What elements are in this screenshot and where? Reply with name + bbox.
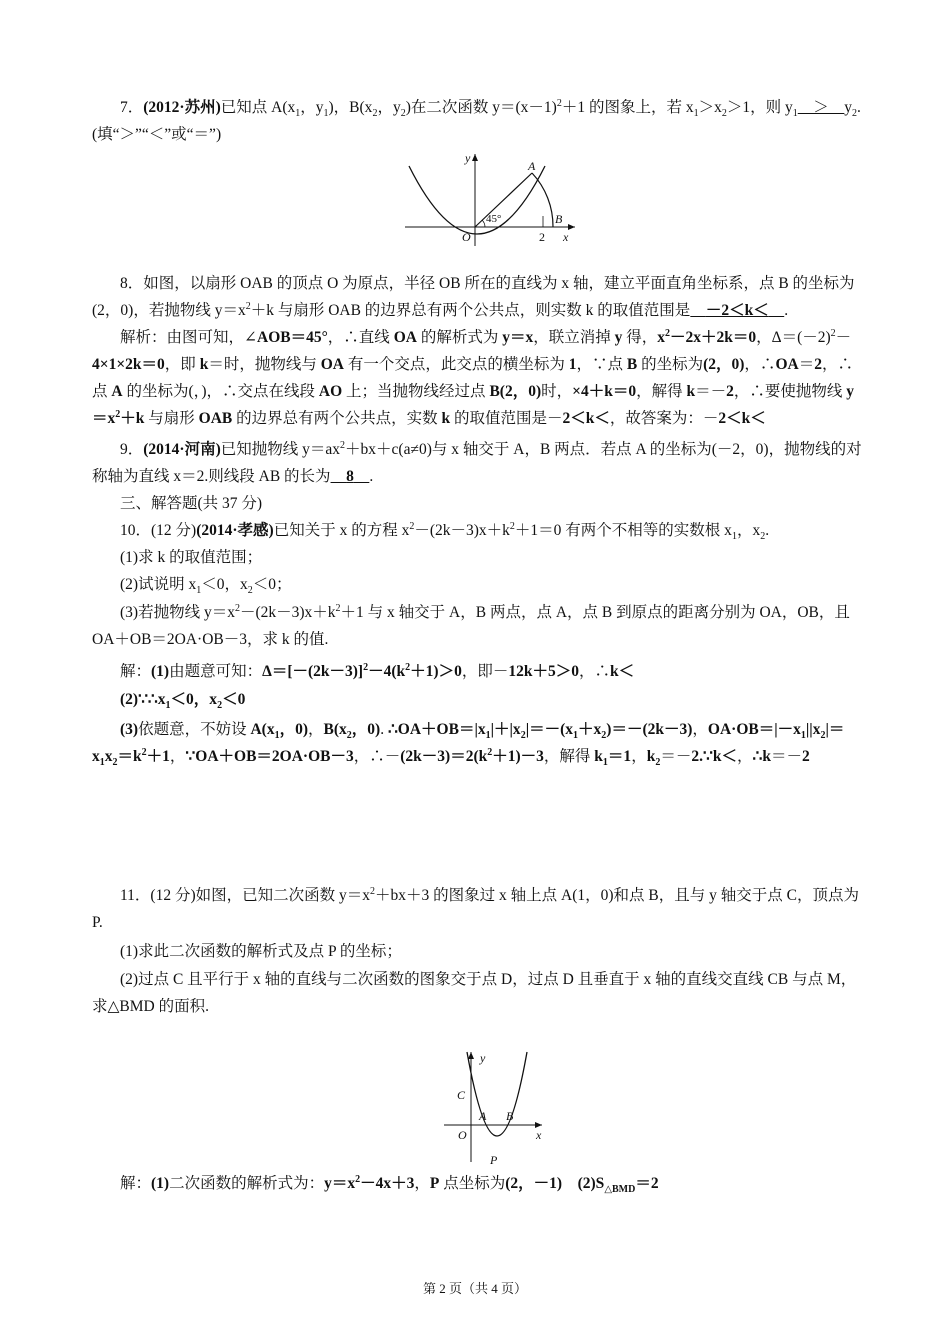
label-x: x: [563, 230, 569, 244]
x-axis-arrow: [568, 224, 575, 230]
label-A: A: [528, 159, 536, 173]
parabola-curve: [467, 1052, 527, 1136]
question-10-part-1: (1)求 k 的取值范围；: [120, 549, 263, 566]
label-x: x: [536, 1128, 542, 1142]
question-10-stem: 10．(12 分)(2014·孝感)已知关于 x 的方程 $x^2-(2k-3)x+k^2+1=0$ 有两个不相等的实数根 $x_1$，$x_2$.: [120, 520, 770, 543]
question-7: 7．(2012·苏州)已知点 $A(x_1$，$y_1$)，$B(x_2$，$y_2$)在二次函数 $y=(x-1)^2+1$ 的图象上，若 $x_1>x_2>1$，则 $y_1$ ＞ $y_2$.(填“＞”“＜”或“＝”): [92, 97, 861, 143]
label-2: 2: [539, 230, 545, 244]
question-11-stem: 11．(12 分)如图，已知二次函数 $y=x^2+bx+3$ 的图象过 x 轴上点 A(1，0)和点 B，且与 y 轴交于点 C，顶点为 P.: [92, 885, 859, 931]
figure-q7-parabola-sector: [395, 148, 585, 248]
label-angle: 45°: [486, 213, 502, 225]
label-y: y: [480, 1051, 486, 1065]
label-C: C: [457, 1088, 466, 1102]
question-9: 9．(2014·河南)已知抛物线 $y=ax^2+bx+c(a\ne 0)$与 x 轴交于 A，B 两点．若点 A 的坐标为(－2，0)，抛物线的对称轴为直线 x＝2.则线段 AB 的长为 8 .: [92, 439, 862, 485]
sector-radius-OA: [475, 173, 532, 227]
y-axis-arrow: [472, 154, 478, 161]
question-8: 8．如图，以扇形 OAB 的顶点 O 为原点，半径 OB 所在的直线为 x 轴，建立平面直角坐标系，点 B 的坐标为(2，0)，若抛物线 $y=x^2+k$ 与扇形 OAB 的边界总有两个公共点，则实数 k 的取值范围是 －2＜k＜ .: [92, 275, 855, 319]
label-B: B: [506, 1109, 514, 1123]
sector-arc-AB: [532, 173, 553, 227]
y-axis-arrow: [468, 1052, 474, 1059]
question-8-solution: 解析：由图可知，∠AOB＝45°，∴直线 OA 的解析式为 y＝x，联立消掉 y 得，$x^2-2x+2k=0$，$\Delta=(-2)^2-4\times 1\times 2k=0$，即 k＝时，抛物线与 OA 有一个交点，此交点的横坐标为 1，∵点 B 的坐标为(2，0)，∴OA＝2，∴点 A 的坐标为(，)，∴交点在线段 AO 上；当抛物线经过点 B(2，0)时，×4＋k＝0，解得 k＝－2，∴要使抛物线 $y=x^2+k$ 与扇形 OAB 的边界总有两个公共点，实数 k 的取值范围是－2＜k＜，故答案为：－2＜k＜: [92, 327, 854, 427]
question-10-solution-3: (3)依题意，不妨设 $A(x_1$，0)，$B(x_2$，0). $\therefore OA+OB=|x_1|+|x_2|=-(x_1+x_2)=-(2k-3)$，$OA\cdot OB=|-x_1||x_2|=x_1x_2=k^2+1$，∵OA＋OB＝2OA·OB－3，$\therefore-(2k-3)=2(k^2+1)-3$，解得 $k_1=1$，$k_2=-2.\because k<$，∴k＝－2: [92, 721, 845, 769]
label-A: A: [479, 1109, 487, 1123]
question-10-solution-2: $(2)\because\therefore x_1<0$，$x_2<0$: [120, 691, 246, 712]
question-10-solution-1: 解：(1)由题意可知：$\Delta=[-(2k-3)]^2-4(k^2+1)>0$，即－12k＋5＞0，∴k＜: [120, 661, 635, 680]
section-title: 三、解答题(共 37 分): [120, 495, 263, 512]
parabola-curve: [409, 166, 545, 234]
question-10-part-2: (2)试说明 $x_1<0$，$x_2<0$；: [120, 576, 292, 597]
label-B: B: [555, 212, 563, 226]
angle-arc: [482, 220, 485, 227]
question-11-part-1: (1)求此二次函数的解析式及点 P 的坐标；: [120, 943, 402, 960]
page-footer: 第 2 页（共 4 页）: [422, 1281, 527, 1296]
question-10-part-3: (3)若抛物线 $y=x^2-(2k-3)x+k^2+1$ 与 x 轴交于 A，B 两点，点 A，点 B 到原点的距离分别为 OA，OB，且 OA＋OB＝2OA·OB－3，求 k 的值.: [92, 602, 850, 648]
figure-q11-parabola: [442, 1050, 552, 1168]
question-11-part-2: (2)过点 C 且平行于 x 轴的直线与二次函数的图象交于点 D，过点 D 且垂直于 x 轴的直线交直线 CB 与点 M，求△BMD 的面积.: [92, 971, 857, 1015]
label-y: y: [465, 151, 471, 165]
label-O: O: [462, 230, 471, 244]
label-P: P: [490, 1153, 498, 1167]
label-O: O: [458, 1128, 467, 1142]
question-11-solution: 解：(1)二次函数的解析式为：$y=x^2-4x+3$，P 点坐标为(2，－1) $(2)S_{\triangle BMD}=2$: [120, 1173, 659, 1196]
